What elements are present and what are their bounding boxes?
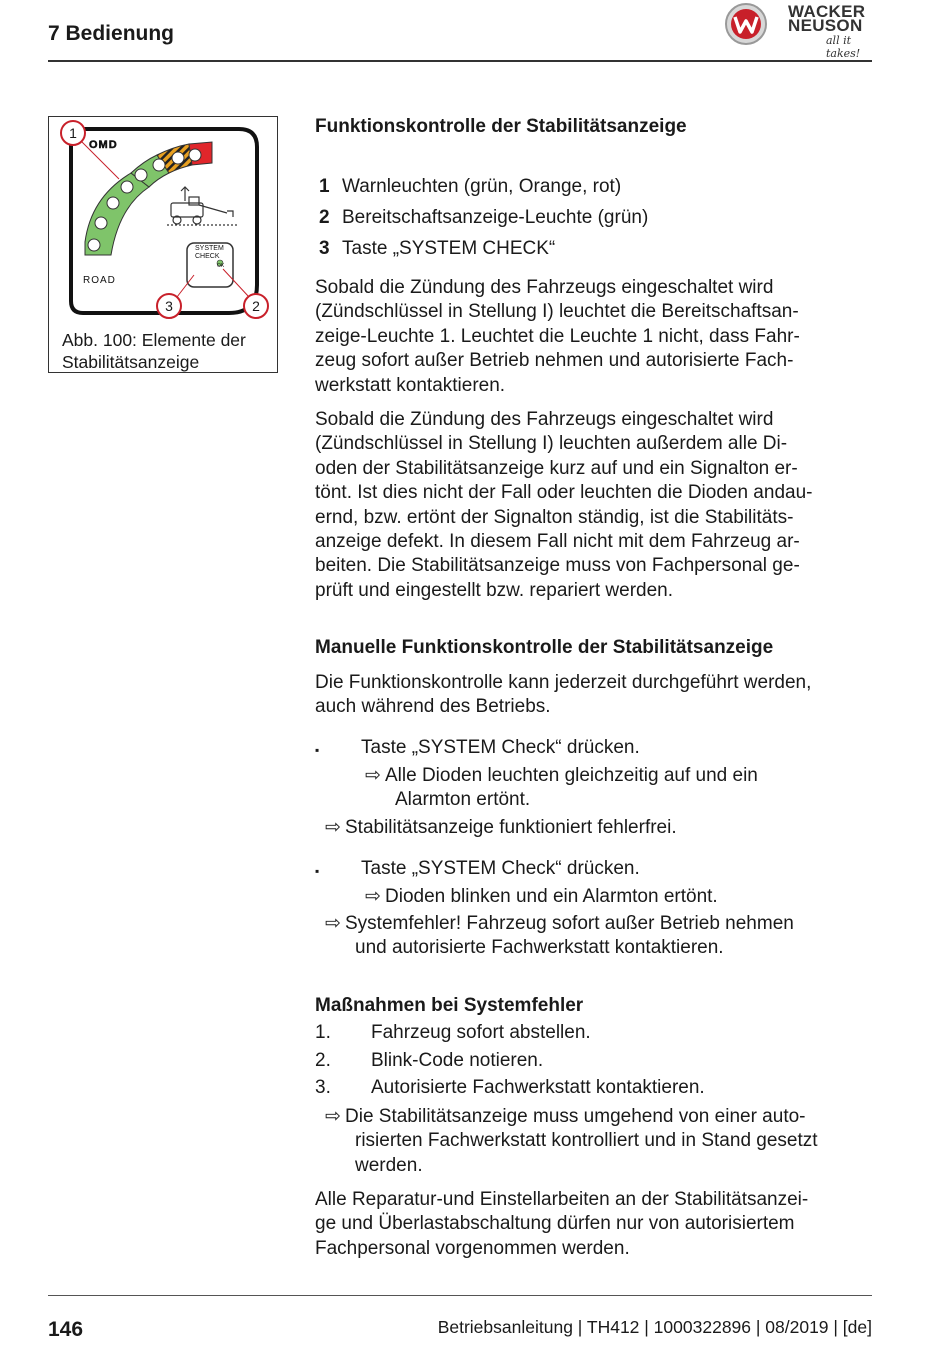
legend-item-3: 3 Taste „SYSTEM CHECK“ bbox=[319, 238, 556, 259]
action-result: ⇨ Die Stabilitätsanzeige muss umgehend von einer auto- risierten Fachwerkstatt kontrolliert und in Stand gesetzt werden. bbox=[325, 1106, 818, 1176]
action-step-2: 2. Blink-Code notieren. bbox=[315, 1050, 544, 1071]
step1-intermediate-result: ⇨ Alle Dioden leuchten gleichzeitig auf und ein Alarmton ertönt. bbox=[365, 765, 758, 811]
result-arrow-icon: ⇨ bbox=[325, 1106, 341, 1127]
system-check-button-label: SYSTEM CHECK bbox=[195, 245, 224, 260]
step2-intermediate-result: ⇨ Dioden blinken und ein Alarmton ertönt. bbox=[365, 885, 865, 909]
header-rule bbox=[48, 60, 872, 62]
brand-name-line1: WACKER bbox=[788, 2, 866, 21]
result-arrow-icon: ⇨ bbox=[365, 765, 381, 786]
callout-3: 3 bbox=[156, 293, 182, 319]
figure-caption: Abb. 100: Elemente der Stabilitätsanzeige bbox=[62, 330, 246, 372]
callout-2: 2 bbox=[243, 293, 269, 319]
result-arrow-icon: ⇨ bbox=[325, 913, 341, 934]
step-system-check-1: ▪ Taste „SYSTEM Check“ drücken. bbox=[315, 737, 640, 758]
section2-heading: Manuelle Funktionskontrolle der Stabilitätsanzeige bbox=[315, 637, 774, 658]
result-arrow-icon: ⇨ bbox=[365, 886, 381, 907]
legend-item-1: 1 Warnleuchten (grün, Orange, rot) bbox=[319, 176, 622, 197]
section-title: 7 Bedienung bbox=[48, 22, 175, 45]
brand-logo bbox=[722, 0, 882, 60]
section3-heading: Maßnahmen bei Systemfehler bbox=[315, 995, 584, 1016]
brand-tagline: all it takes! bbox=[826, 34, 861, 60]
page-number: 146 bbox=[48, 1318, 84, 1341]
section2-intro: Die Funktionskontrolle kann jederzeit durchgeführt werden, auch während des Betriebs. bbox=[315, 672, 812, 718]
brand-name-line2: NEUSON bbox=[788, 16, 863, 35]
callout-1: 1 bbox=[60, 120, 86, 146]
stability-indicator-illustration bbox=[49, 117, 276, 317]
brand-emblem-icon bbox=[724, 2, 768, 46]
closing-paragraph: Alle Reparatur-und Einstellarbeiten an der Stabilitätsanzei- ge und Überlastabschaltung dürfen nur von autorisiertem Fachpersonal vorgenommen werden. bbox=[315, 1189, 809, 1259]
omd-label: OMD bbox=[89, 139, 118, 151]
section1-heading: Funktionskontrolle der Stabilitätsanzeige bbox=[315, 116, 687, 137]
footer-rule bbox=[48, 1295, 872, 1296]
footer-doc-info: Betriebsanleitung | TH412 | 1000322896 | 08/2019 | [de] bbox=[437, 1317, 872, 1337]
result-arrow-icon: ⇨ bbox=[325, 817, 341, 838]
paragraph-diode-check: Sobald die Zündung des Fahrzeugs eingeschaltet wird (Zündschlüssel in Stellung I) leuchten außerdem alle Di- oden der Stabilitätsanzeige kurz auf und ein Signalton er- tönt. Ist dies nicht der Fall oder leuchten die Dioden andau- ernd, bzw. ertönt der Signalton ständig, ist die Stabilitäts- anzeige defekt. In diesem Fall nicht mit dem Fahrzeug ar- beiten. Die Stabilitätsanzeige muss von Fachpersonal ge- prüft und eingestellt bzw. repariert werden. bbox=[315, 409, 813, 601]
action-step-3: 3. Autorisierte Fachwerkstatt kontaktieren. bbox=[315, 1077, 705, 1098]
step2-final-result: ⇨ Systemfehler! Fahrzeug sofort außer Betrieb nehmen und autorisierte Fachwerkstatt kontaktieren. bbox=[325, 913, 794, 959]
action-step-1: 1. Fahrzeug sofort abstellen. bbox=[315, 1022, 591, 1043]
road-label: ROAD bbox=[83, 275, 116, 286]
step1-final-result: ⇨ Stabilitätsanzeige funktioniert fehlerfrei. bbox=[325, 816, 885, 840]
step-system-check-2: ▪ Taste „SYSTEM Check“ drücken. bbox=[315, 858, 640, 879]
system-check-ok-label: OK bbox=[217, 263, 225, 269]
paragraph-ready-light: Sobald die Zündung des Fahrzeugs eingeschaltet wird (Zündschlüssel in Stellung I) leuchtet die Bereitschaftsan- zeige-Leuchte 1. Leuchtet die Leuchte 1 nicht, dass Fahr- zeug sofort außer Betrieb nehmen und autorisierte Fach- werkstatt kontaktieren. bbox=[315, 277, 800, 396]
legend-item-2: 2 Bereitschaftsanzeige-Leuchte (grün) bbox=[319, 207, 649, 228]
